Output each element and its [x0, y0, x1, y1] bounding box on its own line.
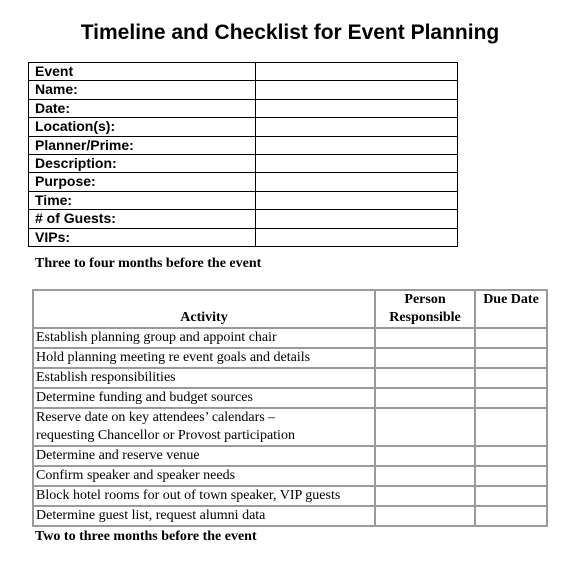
info-label: Time:	[29, 191, 256, 209]
info-value-cell[interactable]	[256, 136, 458, 154]
table-row	[33, 388, 547, 408]
task-person-cell[interactable]	[375, 466, 475, 486]
info-label: Description:	[29, 155, 256, 173]
task-due-date-cell[interactable]	[475, 506, 547, 526]
task-person-cell[interactable]	[375, 348, 475, 368]
table-row	[33, 486, 547, 506]
info-row-description	[29, 155, 458, 173]
info-label: Purpose:	[29, 173, 256, 191]
table-row	[33, 368, 547, 388]
info-value-cell[interactable]	[256, 173, 458, 191]
page-title: Timeline and Checklist for Event Planning	[80, 21, 500, 44]
info-value-cell[interactable]	[256, 118, 458, 136]
task-person-cell[interactable]	[375, 486, 475, 506]
info-value-cell[interactable]	[256, 210, 458, 228]
task-activity-line: Reserve date on key attendees’ calendars –	[36, 410, 276, 425]
info-value-cell[interactable]	[256, 81, 458, 99]
header-text-line: Person	[404, 292, 446, 307]
task-activity-cell: Establish responsibilities	[33, 368, 375, 388]
info-value-cell[interactable]	[256, 99, 458, 117]
info-row-purpose	[29, 173, 458, 191]
task-activity-cell: Block hotel rooms for out of town speaker, VIP guests	[33, 486, 375, 506]
task-activity-cell: Determine guest list, request alumni data	[33, 506, 375, 526]
section-heading-three-to-four-months: Three to four months before the event	[35, 256, 262, 271]
section-heading-two-to-three-months: Two to three months before the event	[35, 529, 257, 544]
info-row-event	[29, 63, 458, 81]
task-due-date-cell[interactable]	[475, 446, 547, 466]
info-row-location	[29, 118, 458, 136]
task-due-date-cell[interactable]	[475, 348, 547, 368]
checklist-table	[32, 289, 548, 527]
task-due-date-cell[interactable]	[475, 328, 547, 348]
info-label: Name:	[29, 81, 256, 99]
info-value-cell[interactable]	[256, 191, 458, 209]
info-value-cell[interactable]	[256, 63, 458, 81]
info-label: Event	[29, 63, 256, 81]
info-row-planner	[29, 136, 458, 154]
table-row	[33, 446, 547, 466]
info-row-vips	[29, 228, 458, 246]
info-row-date	[29, 99, 458, 117]
info-label: VIPs:	[29, 228, 256, 246]
info-row-guests	[29, 210, 458, 228]
task-due-date-cell[interactable]	[475, 388, 547, 408]
task-due-date-cell[interactable]	[475, 408, 547, 446]
task-person-cell[interactable]	[375, 506, 475, 526]
info-label: # of Guests:	[29, 210, 256, 228]
header-text-line: Responsible	[389, 310, 461, 325]
table-row	[33, 348, 547, 368]
task-activity-cell	[33, 408, 375, 446]
column-header-person-responsible	[375, 290, 475, 328]
task-activity-cell: Determine and reserve venue	[33, 446, 375, 466]
info-label: Date:	[29, 99, 256, 117]
info-row-name	[29, 81, 458, 99]
table-row	[33, 506, 547, 526]
task-due-date-cell[interactable]	[475, 368, 547, 388]
task-person-cell[interactable]	[375, 408, 475, 446]
column-header-due-date: Due Date	[475, 290, 547, 328]
info-label: Planner/Prime:	[29, 136, 256, 154]
task-due-date-cell[interactable]	[475, 466, 547, 486]
table-row	[33, 466, 547, 486]
task-activity-cell: Establish planning group and appoint chair	[33, 328, 375, 348]
task-due-date-cell[interactable]	[475, 486, 547, 506]
checklist-header-row	[33, 290, 547, 328]
task-activity-cell: Confirm speaker and speaker needs	[33, 466, 375, 486]
event-info-table	[28, 62, 458, 247]
info-value-cell[interactable]	[256, 228, 458, 246]
info-value-cell[interactable]	[256, 155, 458, 173]
task-person-cell[interactable]	[375, 328, 475, 348]
table-row	[33, 328, 547, 348]
info-row-time	[29, 191, 458, 209]
task-activity-line: requesting Chancellor or Provost participation	[36, 428, 295, 443]
task-person-cell[interactable]	[375, 388, 475, 408]
task-person-cell[interactable]	[375, 446, 475, 466]
task-person-cell[interactable]	[375, 368, 475, 388]
task-activity-cell: Hold planning meeting re event goals and details	[33, 348, 375, 368]
column-header-activity: Activity	[33, 290, 375, 328]
info-label: Location(s):	[29, 118, 256, 136]
task-activity-cell: Determine funding and budget sources	[33, 388, 375, 408]
table-row	[33, 408, 547, 446]
